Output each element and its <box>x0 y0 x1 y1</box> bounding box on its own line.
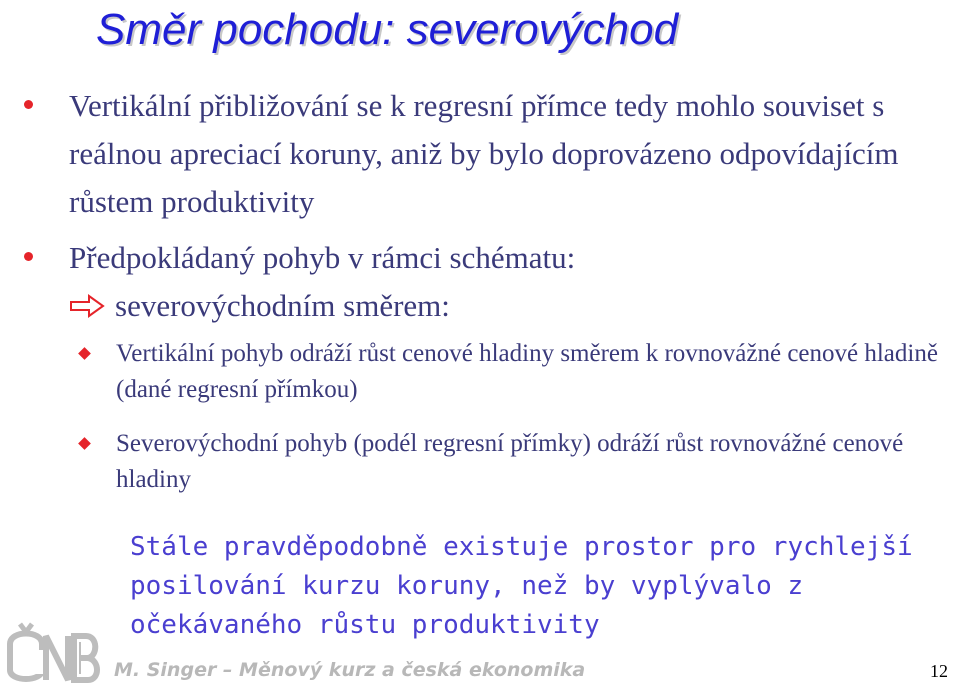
cnb-logo-icon <box>2 620 106 684</box>
footer-text: M. Singer – Měnový kurz a česká ekonomika <box>114 659 586 681</box>
arrow-item-text: severovýchodním směrem: <box>115 288 450 323</box>
bullet-text: Předpokládaný pohyb v rámci schématu: <box>69 240 576 275</box>
bullet-text: Vertikální přibližování se k regresní přímce tedy mohlo souviset s reálnou apreciací koruny, aniž by bylo doprovázeno odpovídajícím růstem produktivity <box>69 88 899 219</box>
diamond-bullet-icon <box>78 347 91 360</box>
conclusion-note: Stále pravděpodobně existuje prostor pro rychlejší posilování kurzu koruny, než by vyplývalo z očekávaného růstu produktivity <box>130 532 913 640</box>
bullet-item <box>69 234 949 282</box>
page-number: 12 <box>930 661 948 681</box>
sub-item-text: Severovýchodní pohyb (podél regresní přímky) odráží růst rovnovážné cenové hladiny <box>116 430 904 493</box>
sub-item <box>116 426 946 498</box>
bullet-item <box>69 82 949 226</box>
sub-item-text: Vertikální pohyb odráží růst cenové hladiny směrem k rovnovážné cenové hladině (dané regresní přímkou) <box>116 340 938 403</box>
bullet-dot-icon <box>24 252 33 261</box>
sub-item <box>116 336 946 408</box>
diamond-bullet-icon <box>78 437 91 450</box>
slide-title: Směr pochodu: severovýchod <box>96 5 679 54</box>
outline-arrow-icon <box>69 294 105 318</box>
bullet-dot-icon <box>24 100 33 109</box>
